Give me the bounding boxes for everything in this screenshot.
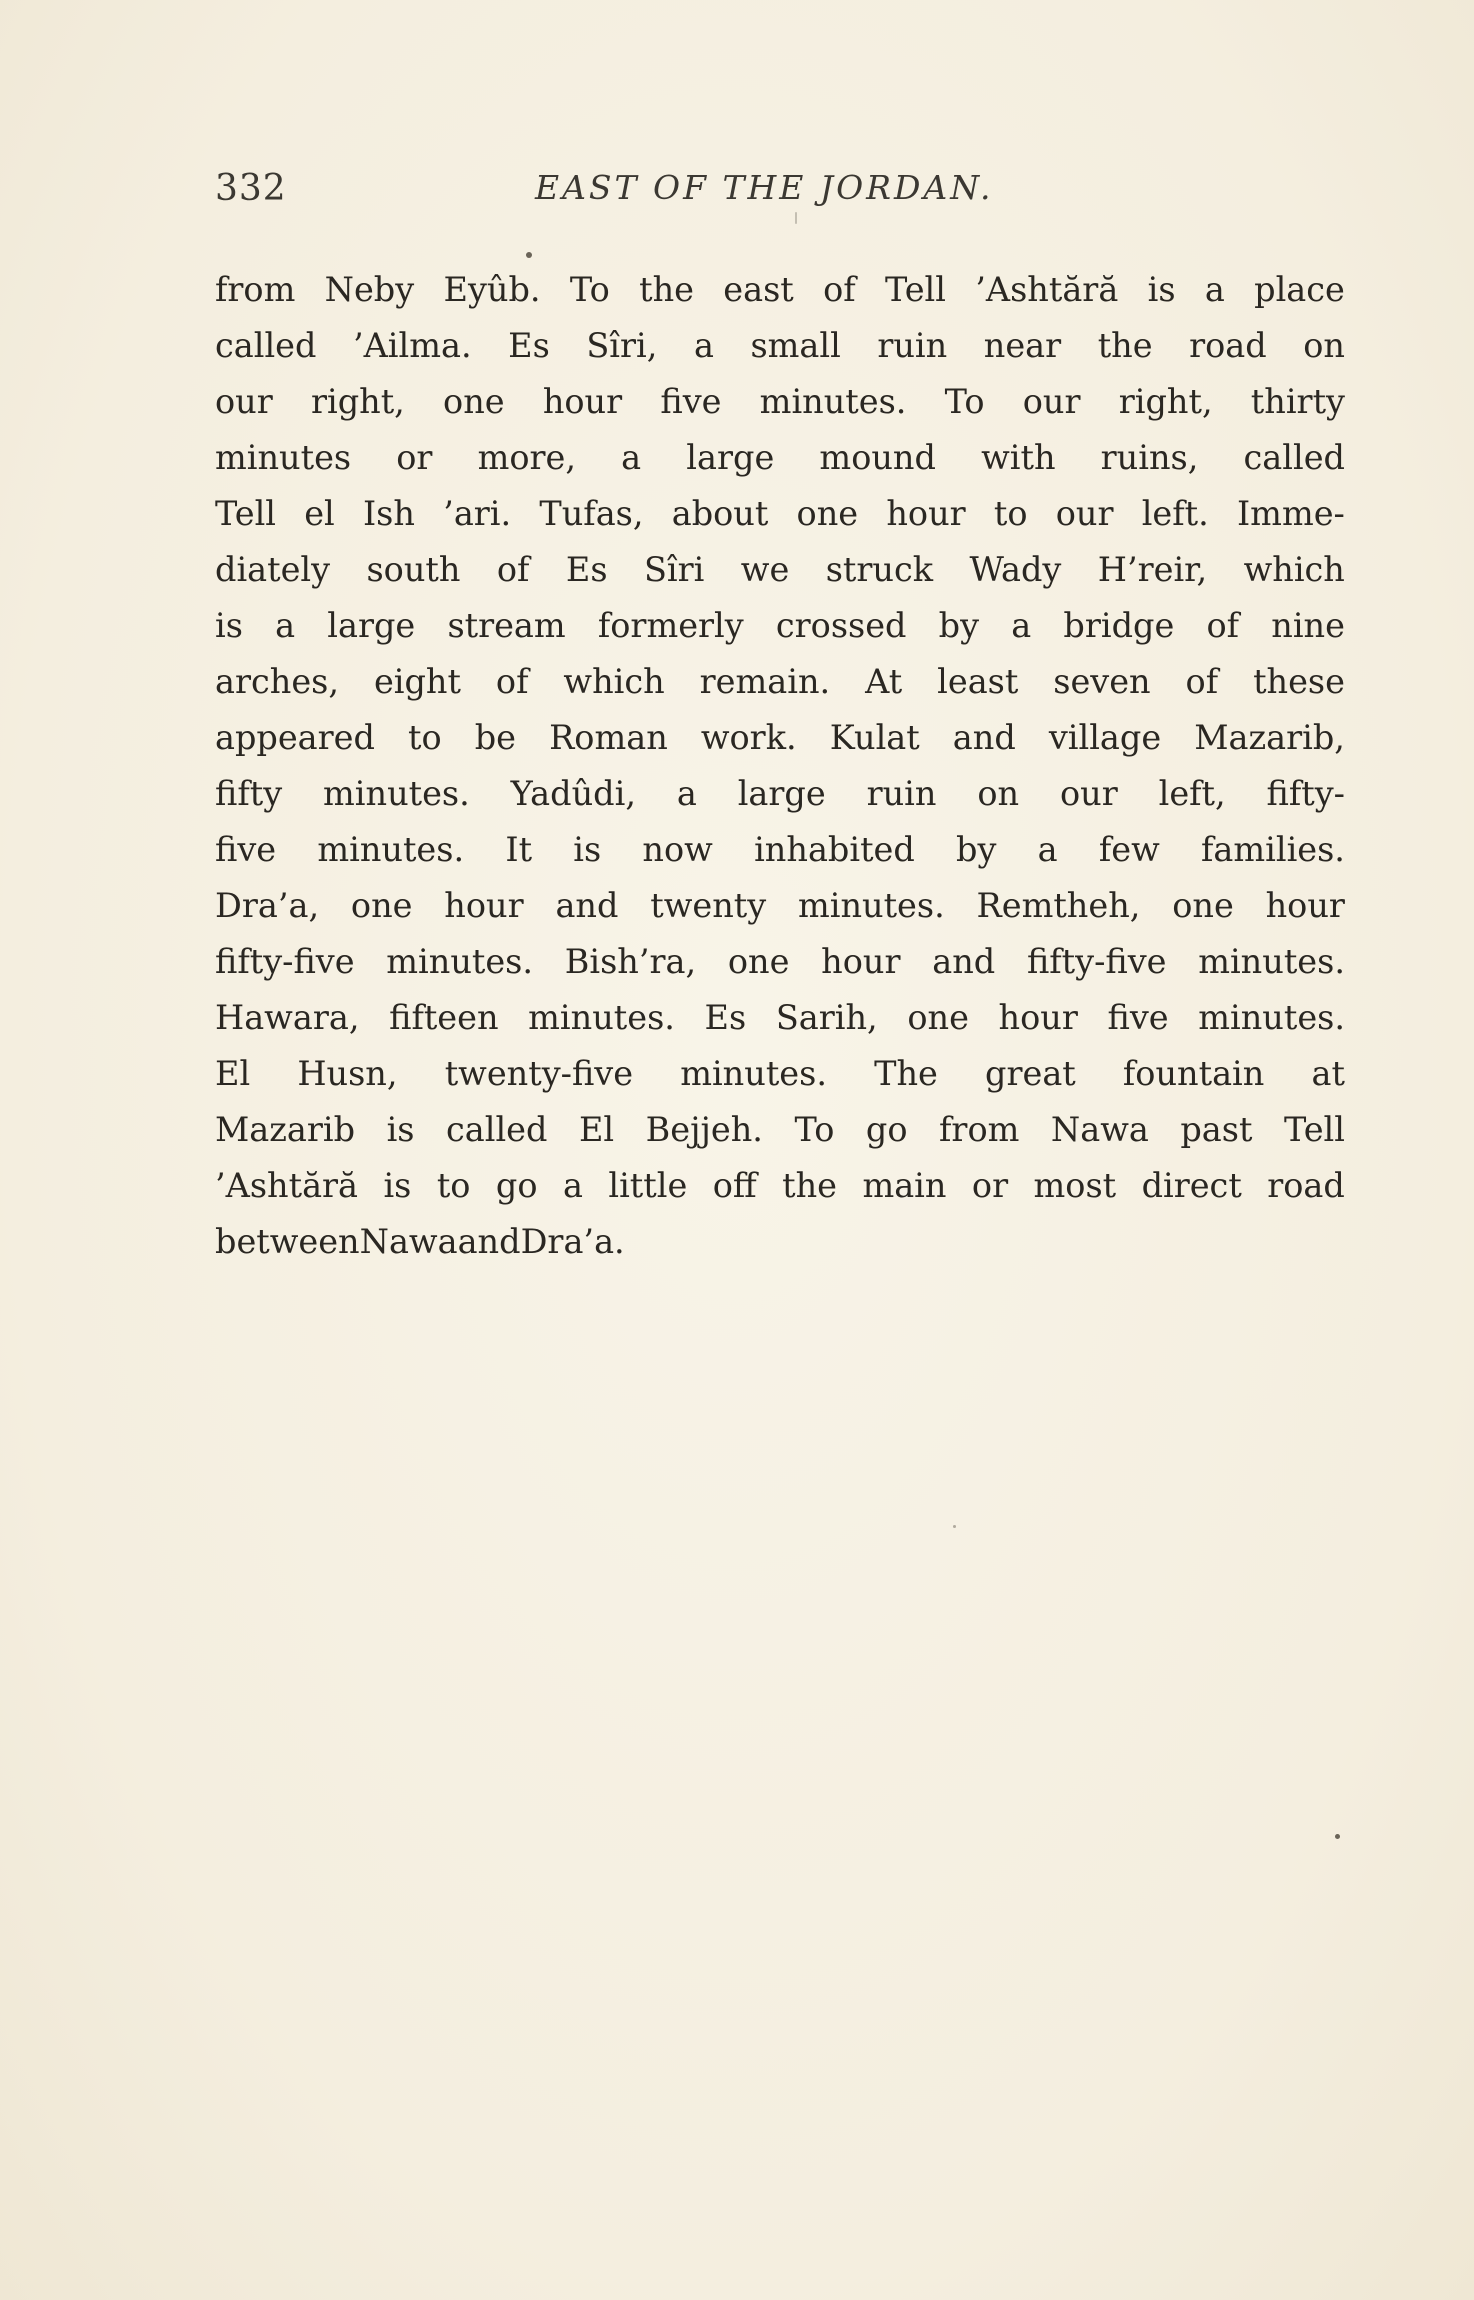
word: go (495, 1166, 538, 1205)
word: Yadûdi, (510, 774, 636, 813)
word: from (939, 1110, 1020, 1149)
word: minutes. (680, 1054, 827, 1093)
word: hour (444, 886, 524, 925)
word: a (1011, 606, 1032, 645)
word: main (862, 1166, 947, 1205)
word: of (1185, 662, 1219, 701)
word: Wady (969, 550, 1062, 589)
word: a (676, 774, 697, 813)
word: five (660, 382, 722, 421)
word: and (457, 1222, 521, 1261)
text-line (215, 1158, 1345, 1214)
text-line (215, 1102, 1345, 1158)
word: El (578, 1110, 615, 1149)
word: minutes. (759, 382, 907, 421)
running-title: EAST OF THE JORDAN. (535, 168, 994, 207)
word: ’Ashtără (215, 1166, 359, 1205)
word: Tell (1283, 1110, 1345, 1149)
word: thirty (1250, 382, 1345, 421)
ink-speck (795, 212, 797, 224)
running-head (215, 168, 1345, 220)
word: twenty (650, 886, 767, 925)
word: Tell (884, 270, 946, 309)
word: called (215, 326, 317, 365)
word: Es (704, 998, 747, 1037)
word: fifty-five (215, 942, 355, 981)
text-line (215, 430, 1345, 486)
text-line (215, 542, 1345, 598)
word: a (1037, 830, 1058, 869)
word: Bish’ra, (564, 942, 697, 981)
text-line (215, 766, 1345, 822)
word: minutes. (797, 886, 945, 925)
text-line (215, 318, 1345, 374)
word: ’ari. (443, 494, 512, 533)
word: place (1254, 270, 1345, 309)
word: village (1048, 718, 1162, 757)
word: Neby (324, 270, 415, 309)
word: a (275, 606, 296, 645)
text-line (215, 1214, 1345, 1270)
word: our (1022, 382, 1081, 421)
word: fifty (215, 774, 283, 813)
word: of (823, 270, 856, 309)
word: road (1189, 326, 1267, 365)
word: To (794, 1110, 835, 1149)
word: to (993, 494, 1028, 533)
word: Dra’a. (520, 1222, 625, 1261)
word: of (495, 662, 529, 701)
word: Ish (362, 494, 415, 533)
word: ruin (877, 326, 948, 365)
word: diately (215, 550, 331, 589)
word: now (642, 830, 713, 869)
word: Nawa (1050, 1110, 1149, 1149)
word: appeared (215, 718, 375, 757)
word: one (907, 998, 969, 1037)
word: our (1059, 774, 1118, 813)
word: south (366, 550, 461, 589)
word: Husn, (297, 1054, 398, 1093)
word: large (327, 606, 416, 645)
ink-speck (1335, 1834, 1340, 1839)
word: inhabited (754, 830, 915, 869)
word: our (215, 382, 273, 421)
word: Imme- (1236, 494, 1345, 533)
word: least (937, 662, 1019, 701)
word: we (740, 550, 790, 589)
word: bridge (1063, 606, 1175, 645)
word: Hawara, (215, 998, 360, 1037)
text-line (215, 934, 1345, 990)
word: of (1206, 606, 1240, 645)
word: At (865, 662, 903, 701)
word: the (639, 270, 694, 309)
word: Kulat (829, 718, 920, 757)
word: by (938, 606, 980, 645)
word: fountain (1122, 1054, 1265, 1093)
word: is (383, 1166, 412, 1205)
word: direct (1141, 1166, 1242, 1205)
word: road (1267, 1166, 1345, 1205)
word: go (865, 1110, 908, 1149)
word: is (386, 1110, 415, 1149)
word: minutes. (528, 998, 675, 1037)
word: a (562, 1166, 583, 1205)
word: or (971, 1166, 1009, 1205)
word: Tell (215, 494, 276, 533)
word: Sîri (643, 550, 705, 589)
word: ruins, (1100, 438, 1199, 477)
word: and (555, 886, 619, 925)
word: formerly (597, 606, 744, 645)
word: at (1311, 1054, 1345, 1093)
word: minutes. (1198, 942, 1345, 981)
word: minutes. (317, 830, 465, 869)
word: It (505, 830, 533, 869)
word: right, (1118, 382, 1213, 421)
word: families. (1201, 830, 1345, 869)
word: El (215, 1054, 251, 1093)
word: and (952, 718, 1016, 757)
word: and (932, 942, 996, 981)
page-number: 332 (215, 168, 287, 209)
word: hour (998, 998, 1078, 1037)
word: twenty-five (444, 1054, 634, 1093)
word: few (1098, 830, 1160, 869)
word: work. (700, 718, 797, 757)
word: left. (1141, 494, 1209, 533)
word: these (1253, 662, 1345, 701)
word: el (304, 494, 335, 533)
word: or (396, 438, 433, 477)
word: minutes (215, 438, 352, 477)
word: which (1243, 550, 1345, 589)
word: by (956, 830, 997, 869)
ink-speck (526, 252, 532, 258)
word: little (608, 1166, 688, 1205)
text-line (215, 262, 1345, 318)
text-line (215, 374, 1345, 430)
word: one (350, 886, 413, 925)
text-line (215, 1046, 1345, 1102)
word: one (796, 494, 859, 533)
word: most (1033, 1166, 1117, 1205)
word: crossed (775, 606, 907, 645)
body-text (215, 262, 1345, 1270)
word: minutes. (386, 942, 534, 981)
word: is (1147, 270, 1176, 309)
word: between (215, 1222, 360, 1261)
word: to (436, 1166, 471, 1205)
word: off (712, 1166, 757, 1205)
text-line (215, 598, 1345, 654)
word: right, (310, 382, 405, 421)
word: to (408, 718, 442, 757)
word: large (686, 438, 775, 477)
word: near (983, 326, 1062, 365)
word: ’Ailma. (352, 326, 472, 365)
word: The (874, 1054, 938, 1093)
word: arches, (215, 662, 339, 701)
word: called (446, 1110, 548, 1149)
word: hour (821, 942, 901, 981)
word: Nawa (359, 1222, 458, 1261)
word: great (985, 1054, 1076, 1093)
word: nine (1271, 606, 1345, 645)
word: remain. (699, 662, 831, 701)
text-line (215, 710, 1345, 766)
word: one (727, 942, 790, 981)
word: seven (1053, 662, 1151, 701)
word: is (573, 830, 602, 869)
word: Sarih, (775, 998, 878, 1037)
word: mound (819, 438, 936, 477)
word: Remtheh, (976, 886, 1141, 925)
word: fifteen (389, 998, 499, 1037)
word: Es (565, 550, 608, 589)
word: which (563, 662, 665, 701)
word: Sîri, (586, 326, 658, 365)
text-line (215, 654, 1345, 710)
word: To (569, 270, 610, 309)
word: with (981, 438, 1056, 477)
word: called (1243, 438, 1345, 477)
word: on (1303, 326, 1345, 365)
word: struck (825, 550, 934, 589)
word: small (750, 326, 841, 365)
word: Mazarib (215, 1110, 356, 1149)
word: H’reir, (1097, 550, 1208, 589)
word: stream (447, 606, 566, 645)
word: one (443, 382, 505, 421)
word: hour (886, 494, 966, 533)
word: eight (373, 662, 461, 701)
word: ’Ashtără (975, 270, 1119, 309)
word: large (737, 774, 826, 813)
word: To (944, 382, 985, 421)
word: ruin (866, 774, 937, 813)
word: hour (542, 382, 623, 421)
word: Tufas, (539, 494, 644, 533)
word: minutes. (323, 774, 470, 813)
word: is (215, 606, 243, 645)
word: the (1097, 326, 1153, 365)
ink-speck (953, 1525, 956, 1528)
word: more, (477, 438, 577, 477)
text-line (215, 878, 1345, 934)
word: minutes. (1198, 998, 1345, 1037)
word: hour (1265, 886, 1345, 925)
text-line (215, 822, 1345, 878)
word: a (1204, 270, 1225, 309)
text-line (215, 486, 1345, 542)
word: five (215, 830, 277, 869)
word: one (1172, 886, 1234, 925)
word: from (215, 270, 296, 309)
text-line (215, 990, 1345, 1046)
word: the (782, 1166, 837, 1205)
word: a (693, 326, 714, 365)
word: a (621, 438, 642, 477)
word: on (977, 774, 1020, 813)
word: Mazarib, (1194, 718, 1345, 757)
word: five (1107, 998, 1169, 1037)
word: Eyûb. (443, 270, 541, 309)
word: Es (508, 326, 550, 365)
word: our (1055, 494, 1114, 533)
word: be (474, 718, 516, 757)
word: Bejjeh. (645, 1110, 763, 1149)
word: left, (1158, 774, 1226, 813)
word: about (671, 494, 769, 533)
word: fifty- (1266, 774, 1345, 813)
word: Roman (549, 718, 668, 757)
word: fifty-five (1026, 942, 1167, 981)
word: east (723, 270, 794, 309)
word: of (496, 550, 530, 589)
word: Dra’a, (215, 886, 320, 925)
word: past (1180, 1110, 1253, 1149)
